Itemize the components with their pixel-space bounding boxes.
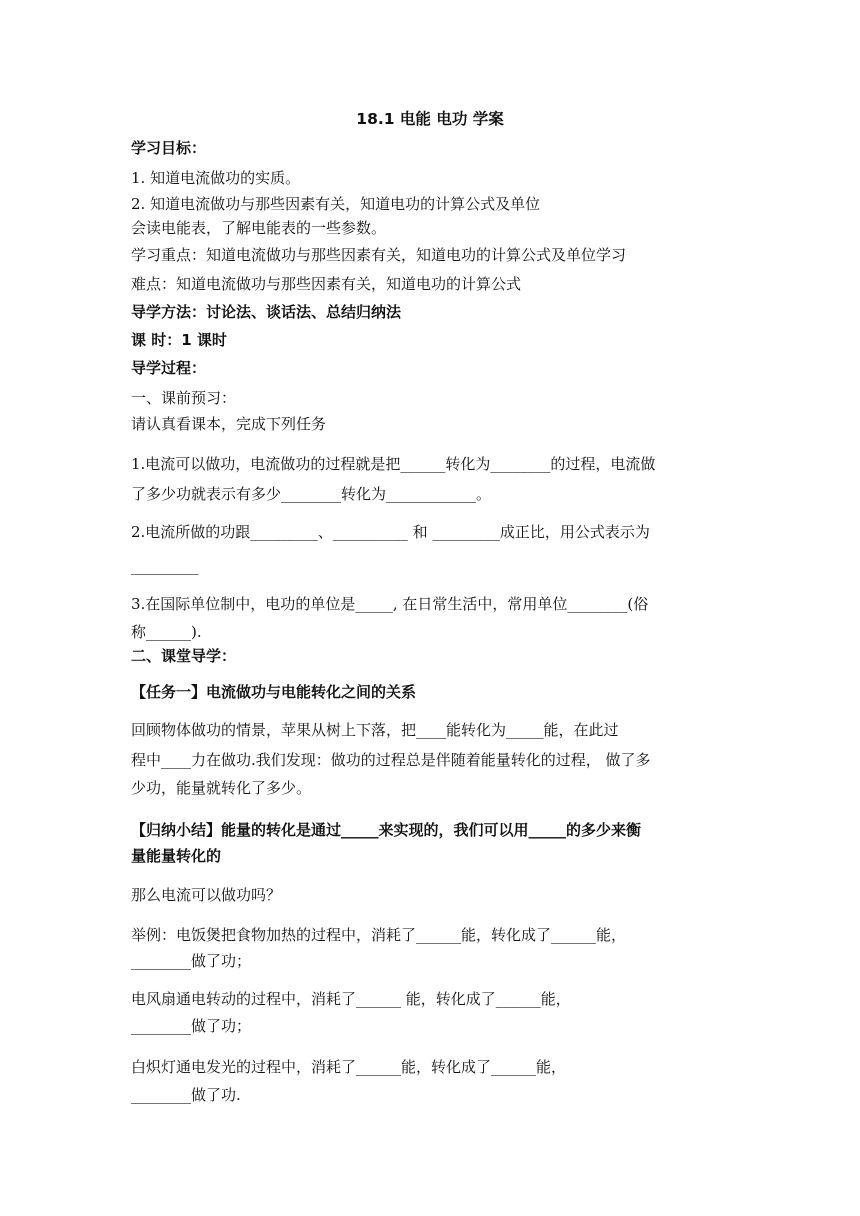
text-line: 1. 知道电流做功的实质。 — [131, 169, 301, 187]
text-line: 一、课前预习： — [131, 389, 237, 407]
text-line: 称______). — [131, 623, 202, 641]
text-line: 3.在国际单位制中，电功的单位是_____, 在日常生活中，常用单位________(俗 — [131, 595, 649, 613]
text-line: 少功，能量就转化了多少。 — [131, 779, 312, 797]
text-line: 学习目标： — [131, 139, 207, 157]
text-line: 1.电流可以做功，电流做功的过程就是把______转化为________的过程，电流做 — [131, 455, 656, 473]
text-line: 请认真看课本，完成下列任务 — [131, 415, 327, 433]
text-line: 2. 知道电流做功与那些因素有关，知道电功的计算公式及单位 — [131, 195, 541, 213]
text-line: ________做了功. — [131, 1086, 241, 1104]
text-line: 举例：电饭煲把食物加热的过程中，消耗了______能，转化成了______能， — [131, 926, 627, 944]
text-line: 那么电流可以做功吗？ — [131, 886, 282, 904]
text-line: 白炽灯通电发光的过程中，消耗了______能，转化成了______能， — [131, 1058, 567, 1076]
text-line: 【归纳小结】能量的转化是通过_____来实现的，我们可以用_____的多少来衡 — [131, 821, 642, 839]
text-line: 2.电流所做的功跟_________、__________ 和 _________成正比，用公式表示为 — [131, 523, 650, 541]
text-line: 【任务一】电流做功与电能转化之间的关系 — [131, 683, 417, 701]
text-line: 回顾物体做功的情景，苹果从树上下落，把____能转化为_____能，在此过 — [131, 721, 619, 739]
text-line: 导学过程： — [131, 359, 207, 377]
text-line: 难点：知道电流做功与那些因素有关，知道电功的计算公式 — [131, 275, 522, 293]
text-line: ________做了功； — [131, 1017, 252, 1035]
text-line: 二、课堂导学： — [131, 647, 237, 665]
text-line: 量能量转化的 — [131, 847, 222, 865]
text-line: _________ — [131, 557, 199, 575]
text-line: 课 时：1 课时 — [131, 331, 227, 349]
text-line: 电风扇通电转动的过程中，消耗了______ 能，转化成了______能， — [131, 990, 571, 1008]
text-line: 导学方法：讨论法、谈话法、总结归纳法 — [131, 303, 402, 321]
text-line: 程中____力在做功.我们发现：做功的过程总是伴随着能量转化的过程， 做了多 — [131, 751, 651, 769]
page-title: 18.1 电能 电功 学案 — [356, 110, 504, 128]
text-line: 会读电能表，了解电能表的一些参数。 — [131, 219, 387, 237]
text-line: 了多少功就表示有多少________转化为____________。 — [131, 485, 492, 503]
text-line: 学习重点：知道电流做功与那些因素有关，知道电功的计算公式及单位学习 — [131, 246, 627, 264]
text-line: ________做了功； — [131, 952, 252, 970]
